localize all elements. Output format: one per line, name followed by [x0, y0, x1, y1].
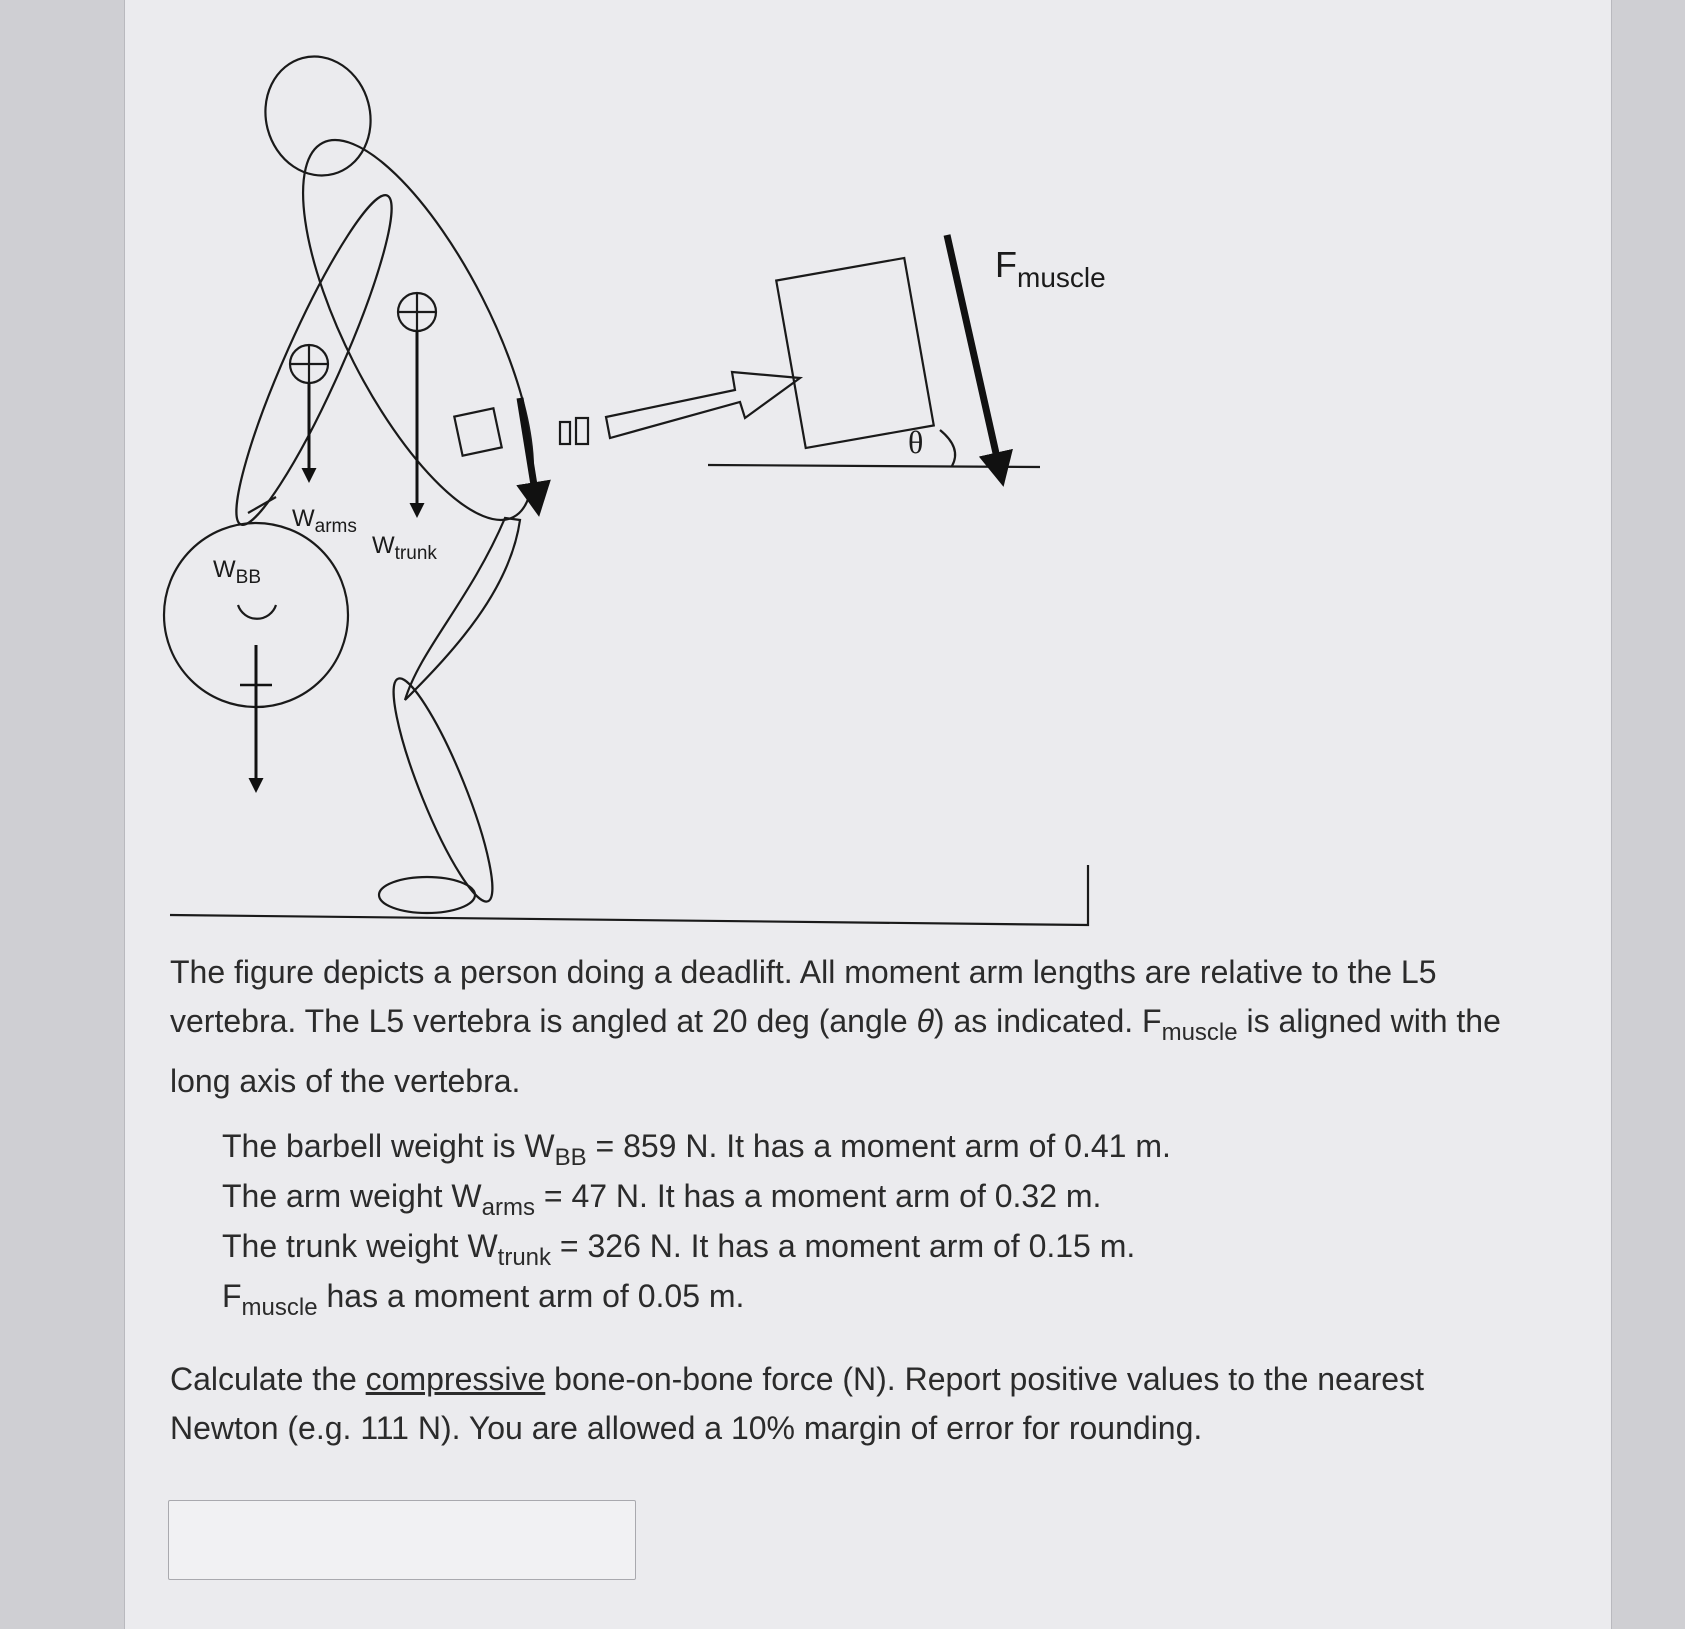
w-bb-label: $W_{BB}$	[213, 556, 262, 588]
hand-arc	[238, 605, 276, 619]
angle-baseline	[708, 465, 1040, 467]
given-values-list	[222, 1122, 1422, 1322]
theta-arc	[940, 430, 955, 466]
arm-ellipse	[215, 184, 413, 536]
foot-ellipse	[379, 877, 475, 913]
head-ellipse	[252, 45, 384, 188]
shin-ellipse	[378, 670, 509, 909]
given-barbell: The barbell weight is $W_{BB} = 859$ N. It has a moment arm of 0.41 m.	[222, 1128, 1171, 1171]
given-muscle: $F_{muscle}$ has a moment arm of 0.05 m.	[222, 1278, 745, 1321]
zoom-arrow	[606, 372, 800, 438]
theta-label: θ	[908, 424, 924, 460]
underlined-word: compressive	[365, 1361, 546, 1397]
given-arms: The arm weight $W_{arms} = 47$ N. It has a moment arm of 0.32 m.	[222, 1178, 1102, 1221]
answer-input[interactable]	[168, 1500, 636, 1580]
w-trunk-label: $W_{trunk}$	[372, 532, 437, 564]
question-paragraph: Calculate the compressive bone-on-bone force (N). Report positive values to the nearest Newton (e.g. 111 N). You are allowed a 10% margin of error for rounding.	[170, 1361, 1424, 1446]
vertebra-large	[776, 258, 934, 448]
w-arms-label: $W_{arms}$	[292, 505, 357, 537]
muscle-force-large	[947, 235, 1002, 480]
ground-line	[170, 865, 1088, 925]
given-trunk: The trunk weight $W_{trunk} = 326$ N. It has a moment arm of 0.15 m.	[222, 1228, 1136, 1271]
vertebra-small	[454, 408, 501, 455]
intro-paragraph: The figure depicts a person doing a deadlift. All moment arm lengths are relative to the L5 vertebra. The L5 vertebra is angled at 20 deg (angle θ) as indicated. $F_{muscle}$ is aligned with the long axis of the vertebra.	[170, 954, 1501, 1099]
f-muscle-label: $F_{muscle}$	[995, 244, 1106, 293]
